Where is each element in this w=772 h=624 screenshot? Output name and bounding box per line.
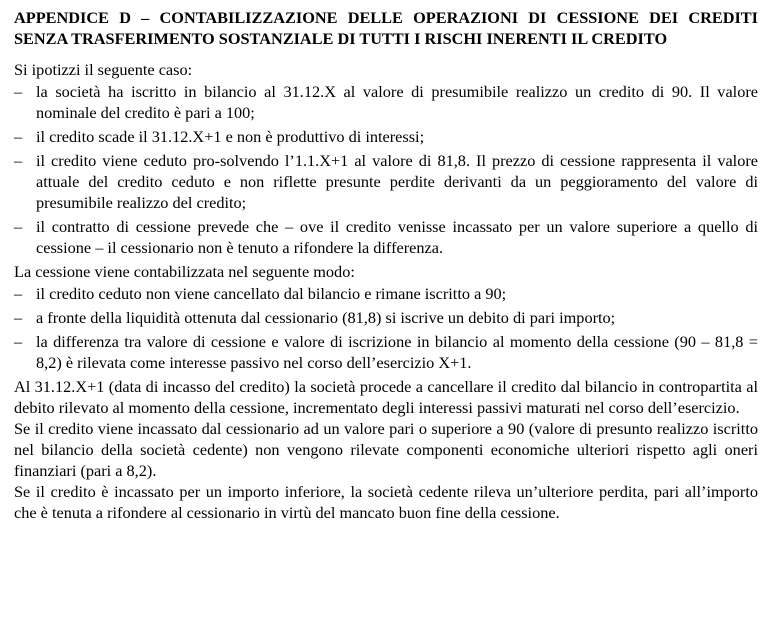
dash-bullet: – <box>14 308 23 327</box>
dash-bullet: – <box>14 217 23 236</box>
dash-bullet: – <box>14 127 23 146</box>
case-intro: Si ipotizzi il seguente caso: <box>14 60 193 79</box>
paragraph-equal-or-higher: Se il credito viene incassato dal cessionario ad un valore pari o superiore a 90 (valore di presunto realizzo iscritto nel bilancio della società cedente) non vengono rilevate componenti economiche ulteriori rispetto agli oneri finanziari (pari a 8,2). <box>14 419 758 480</box>
paragraph-lower: Se il credito è incassato per un importo inferiore, la società cedente rileva un’ulteriore perdita, pari all’importo che è tenuta a rifondere al cessionario in virtù del mancato buon fine della cessione. <box>14 482 758 522</box>
list-item-text: il credito scade il 31.12.X+1 e non è produttivo di interessi; <box>36 127 425 146</box>
dash-bullet: – <box>14 332 23 351</box>
dash-bullet: – <box>14 284 23 303</box>
list-item <box>14 216 758 258</box>
list-item <box>14 283 758 304</box>
list-item-text: il contratto di cessione prevede che – ove il credito venisse incassato per un valore superiore a quello di cessione – il cessionario non è tenuto a rifondere la differenza. <box>36 217 758 257</box>
dash-bullet: – <box>14 151 23 170</box>
list-item-text: la differenza tra valore di cessione e valore di iscrizione in bilancio al momento della cessione (90 – 81,8 = 8,2) è rilevata come interesse passivo nel corso dell’esercizio X+1. <box>36 332 758 372</box>
list-item-text: il credito ceduto non viene cancellato dal bilancio e rimane iscritto a 90; <box>36 284 507 303</box>
list-item-text: a fronte della liquidità ottenuta dal cessionario (81,8) si iscrive un debito di pari importo; <box>36 308 616 327</box>
appendix-title: APPENDICE D – CONTABILIZZAZIONE DELLE OPERAZIONI DI CESSIONE DEI CREDITI SENZA TRASFERIMENTO SOSTANZIALE DI TUTTI I RISCHI INERENTI IL CREDITO <box>14 8 758 48</box>
list-item <box>14 150 758 213</box>
list-item <box>14 126 758 147</box>
accounting-intro: La cessione viene contabilizzata nel seguente modo: <box>14 262 355 281</box>
list-item-text: la società ha iscritto in bilancio al 31.12.X al valore di presumibile realizzo un credito di 90. Il valore nominale del credito è pari a 100; <box>36 82 758 122</box>
list-item <box>14 331 758 373</box>
list-item <box>14 307 758 328</box>
list-item <box>14 81 758 123</box>
paragraph-collection: Al 31.12.X+1 (data di incasso del credito) la società procede a cancellare il credito dal bilancio in contropartita al debito rilevato al momento della cessione, incrementato degli interessi passivi maturati nel corso dell’esercizio. <box>14 377 758 417</box>
list-item-text: il credito viene ceduto pro-solvendo l’1.1.X+1 al valore di 81,8. Il prezzo di cessione rappresenta il valore attuale del credito ceduto e non riflette presunte perdite derivanti da un peggioramento del valore di presumibile realizzo del credito; <box>36 151 758 212</box>
dash-bullet: – <box>14 82 23 101</box>
accounting-list <box>14 283 758 373</box>
case-list <box>14 81 758 258</box>
